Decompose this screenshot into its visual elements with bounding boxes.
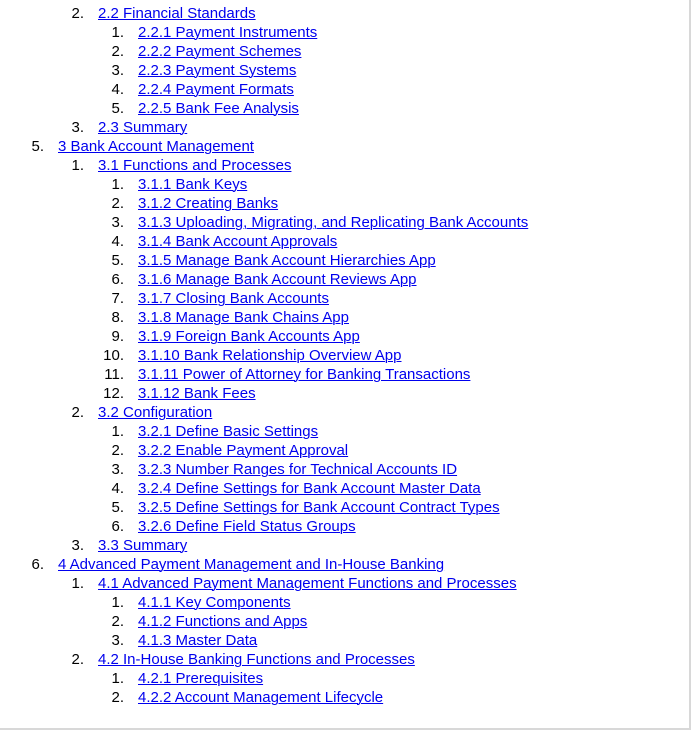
toc-number: 3. [111,62,124,79]
toc-link[interactable]: 3.1.12 Bank Fees [138,385,256,402]
toc-number: 3. [111,461,124,478]
toc-link[interactable]: 3.2.5 Define Settings for Bank Account Contract Types [138,499,500,516]
toc-link[interactable]: 2.2.3 Payment Systems [138,62,297,79]
toc-link[interactable]: 3.1.9 Foreign Bank Accounts App [138,328,360,345]
toc-entry [0,669,686,688]
toc-number: 5. [111,499,124,516]
toc-link[interactable]: 2.3 Summary [98,119,188,136]
toc-link[interactable]: 3.2.2 Enable Payment Approval [138,442,349,459]
toc-link[interactable]: 3.2.6 Define Field Status Groups [138,518,356,535]
toc-number: 3. [71,119,84,136]
toc-number: 1. [111,594,124,611]
toc-number: 12. [103,385,124,402]
toc-link[interactable]: 3.1.1 Bank Keys [138,176,248,193]
toc-link[interactable]: 4 Advanced Payment Management and In-House Banking [58,556,445,573]
toc-entry [0,289,686,308]
toc-entry [0,365,686,384]
toc-entry [0,555,686,574]
toc-entry [0,536,686,555]
toc-link[interactable]: 4.1 Advanced Payment Management Functions and Processes [98,575,517,592]
toc-entry [0,441,686,460]
toc-entry [0,346,686,365]
toc-entry [0,213,686,232]
toc-link[interactable]: 3.1.11 Power of Attorney for Banking Transactions [138,366,471,383]
toc-link[interactable]: 3.3 Summary [98,537,188,554]
toc-link[interactable]: 4.2.1 Prerequisites [138,670,264,687]
toc-entry [0,327,686,346]
toc-number: 4. [111,233,124,250]
toc-number: 2. [111,43,124,60]
toc-number: 2. [111,195,124,212]
toc-number: 1. [71,575,84,592]
toc-entry [0,403,686,422]
toc-link[interactable]: 2.2.5 Bank Fee Analysis [138,100,299,117]
toc-number: 6. [111,518,124,535]
toc-link[interactable]: 4.1.3 Master Data [138,632,258,649]
toc-entry [0,23,686,42]
toc-number: 1. [111,24,124,41]
toc-number: 4. [111,480,124,497]
toc-number: 2. [71,5,84,22]
toc-entry [0,194,686,213]
toc-entry [0,612,686,631]
toc-entry [0,4,686,23]
toc-link[interactable]: 4.1.1 Key Components [138,594,291,611]
toc-link[interactable]: 3.2.1 Define Basic Settings [138,423,319,440]
toc-link[interactable]: 3.1.5 Manage Bank Account Hierarchies App [138,252,436,269]
toc-entry [0,650,686,669]
toc-number: 7. [111,290,124,307]
toc-number: 5. [31,138,44,155]
toc-number: 10. [103,347,124,364]
toc-entry [0,42,686,61]
toc-link[interactable]: 3.2.3 Number Ranges for Technical Accounts ID [138,461,458,478]
toc-entry [0,232,686,251]
toc-number: 4. [111,81,124,98]
toc-link[interactable]: 2.2.1 Payment Instruments [138,24,318,41]
toc-number: 6. [31,556,44,573]
toc-link[interactable]: 3.1.3 Uploading, Migrating, and Replicating Bank Accounts [138,214,529,231]
toc-link[interactable]: 3.2 Configuration [98,404,213,421]
toc-link[interactable]: 3.1.4 Bank Account Approvals [138,233,338,250]
toc-number: 5. [111,100,124,117]
toc-link[interactable]: 2.2 Financial Standards [98,5,256,22]
toc-entry [0,688,686,707]
toc-entry [0,99,686,118]
toc-entry [0,517,686,536]
toc-number: 2. [71,404,84,421]
toc-number: 3. [71,537,84,554]
toc-number: 1. [111,670,124,687]
toc-number: 2. [71,651,84,668]
toc-entry [0,498,686,517]
toc-link[interactable]: 3.1.6 Manage Bank Account Reviews App [138,271,417,288]
toc-number: 1. [111,176,124,193]
toc-entry [0,61,686,80]
toc-link[interactable]: 3.1.10 Bank Relationship Overview App [138,347,402,364]
toc-entry [0,118,686,137]
toc-entry [0,460,686,479]
toc-link[interactable]: 4.1.2 Functions and Apps [138,613,308,630]
toc-entry [0,593,686,612]
toc-link[interactable]: 3 Bank Account Management [58,138,254,155]
toc-entry [0,308,686,327]
toc-entry [0,479,686,498]
toc-number: 2. [111,442,124,459]
toc-number: 2. [111,689,124,706]
toc-link[interactable]: 4.2.2 Account Management Lifecycle [138,689,384,706]
toc-entry [0,270,686,289]
toc-number: 9. [111,328,124,345]
toc-link[interactable]: 3.1.7 Closing Bank Accounts [138,290,329,307]
toc-number: 1. [71,157,84,174]
toc-entry [0,156,686,175]
toc-number: 8. [111,309,124,326]
toc-entry [0,422,686,441]
toc-number: 11. [104,366,124,383]
toc-number: 3. [111,214,124,231]
toc-number: 6. [111,271,124,288]
toc-entry [0,80,686,99]
toc-number: 1. [111,423,124,440]
toc-number: 5. [111,252,124,269]
toc-link[interactable]: 3.1.8 Manage Bank Chains App [138,309,349,326]
toc-entry [0,631,686,650]
toc-entry [0,251,686,270]
toc-link[interactable]: 3.1.2 Creating Banks [138,195,279,212]
toc-link[interactable]: 3.2.4 Define Settings for Bank Account Master Data [138,480,481,497]
toc-number: 3. [111,632,124,649]
toc-link[interactable]: 3.1 Functions and Processes [98,157,292,174]
toc-link[interactable]: 2.2.4 Payment Formats [138,81,294,98]
toc-link[interactable]: 2.2.2 Payment Schemes [138,43,302,60]
toc-link[interactable]: 4.2 In-House Banking Functions and Processes [98,651,415,668]
toc-entry [0,574,686,593]
toc-number: 2. [111,613,124,630]
toc-entry [0,137,686,156]
toc-entry [0,384,686,403]
toc-entry [0,175,686,194]
